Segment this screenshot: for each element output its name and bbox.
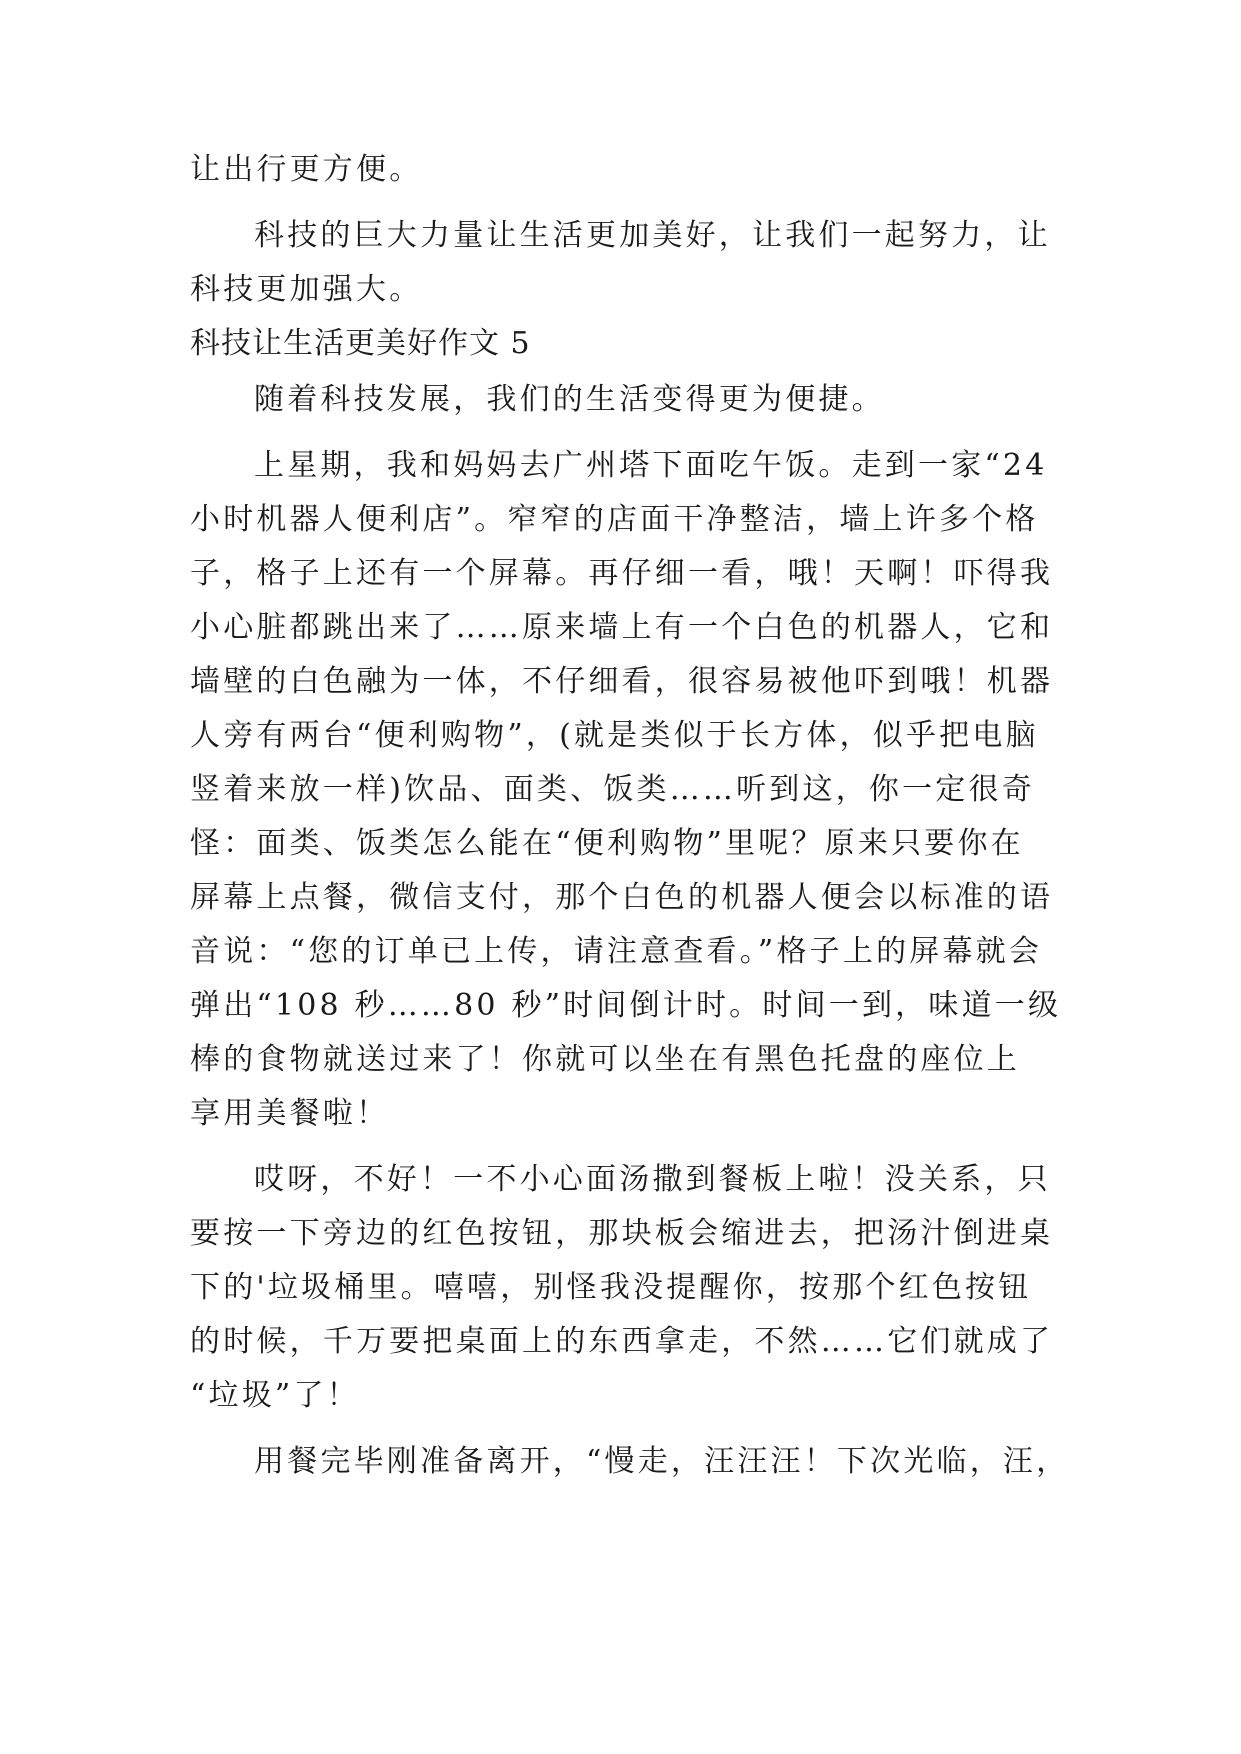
text-line: 小心脏都跳出来了……原来墙上有一个白色的机器人，它和 [190, 610, 1054, 645]
text-line: 音说：“您的订单已上传，请注意查看。”格子上的屏幕就会 [190, 934, 1043, 969]
text-line: 享用美餐啦！ [190, 1096, 390, 1131]
paragraph-start: 用餐完毕刚准备离开，“慢走，汪汪汪！下次光临，汪， [254, 1444, 1070, 1479]
text-line: 小时机器人便利店”。窄窄的店面干净整洁，墙上许多个格 [190, 502, 1039, 537]
paragraph-start: 科技的巨大力量让生活更加美好，让我们一起努力，让 [254, 218, 1051, 253]
text-line: 屏幕上点餐，微信支付，那个白色的机器人便会以标准的语 [190, 880, 1054, 915]
text-line: 怪：面类、饭类怎么能在“便利购物”里呢？原来只要你在 [190, 826, 1024, 861]
text-line: 科技更加强大。 [190, 272, 423, 307]
text-line: 人旁有两台“便利购物”，(就是类似于长方体，似乎把电脑 [190, 718, 1039, 753]
text-line: 要按一下旁边的红色按钮，那块板会缩进去，把汤汁倒进桌 [190, 1216, 1054, 1251]
text-line: “垃圾”了！ [190, 1378, 360, 1413]
paragraph-start: 哎呀，不好！一不小心面汤撒到餐板上啦！没关系，只 [254, 1162, 1051, 1197]
paragraph-start: 随着科技发展，我们的生活变得更为便捷。 [254, 382, 885, 417]
text-line: 的时候，千万要把桌面上的东西拿走，不然……它们就成了 [190, 1324, 1054, 1359]
paragraph-start: 上星期，我和妈妈去广州塔下面吃午饭。走到一家“24 [254, 448, 1048, 483]
section-heading: 科技让生活更美好作文 5 [190, 326, 531, 361]
text-line: 墙壁的白色融为一体，不仔细看，很容易被他吓到哦！机器 [190, 664, 1054, 699]
text-line: 竖着来放一样)饮品、面类、饭类……听到这，你一定很奇 [190, 772, 1035, 807]
text-line: 棒的食物就送过来了！你就可以坐在有黑色托盘的座位上 [190, 1042, 1020, 1077]
text-line: 下的'垃圾桶里。嘻嘻，别怪我没提醒你，按那个红色按钮 [190, 1270, 1032, 1305]
text-line: 子，格子上还有一个屏幕。再仔细一看，哦！天啊！吓得我 [190, 556, 1054, 591]
text-line: 让出行更方便。 [190, 152, 423, 187]
text-line: 弹出“108 秒……80 秒”时间倒计时。时间一到，味道一级 [190, 988, 1062, 1023]
